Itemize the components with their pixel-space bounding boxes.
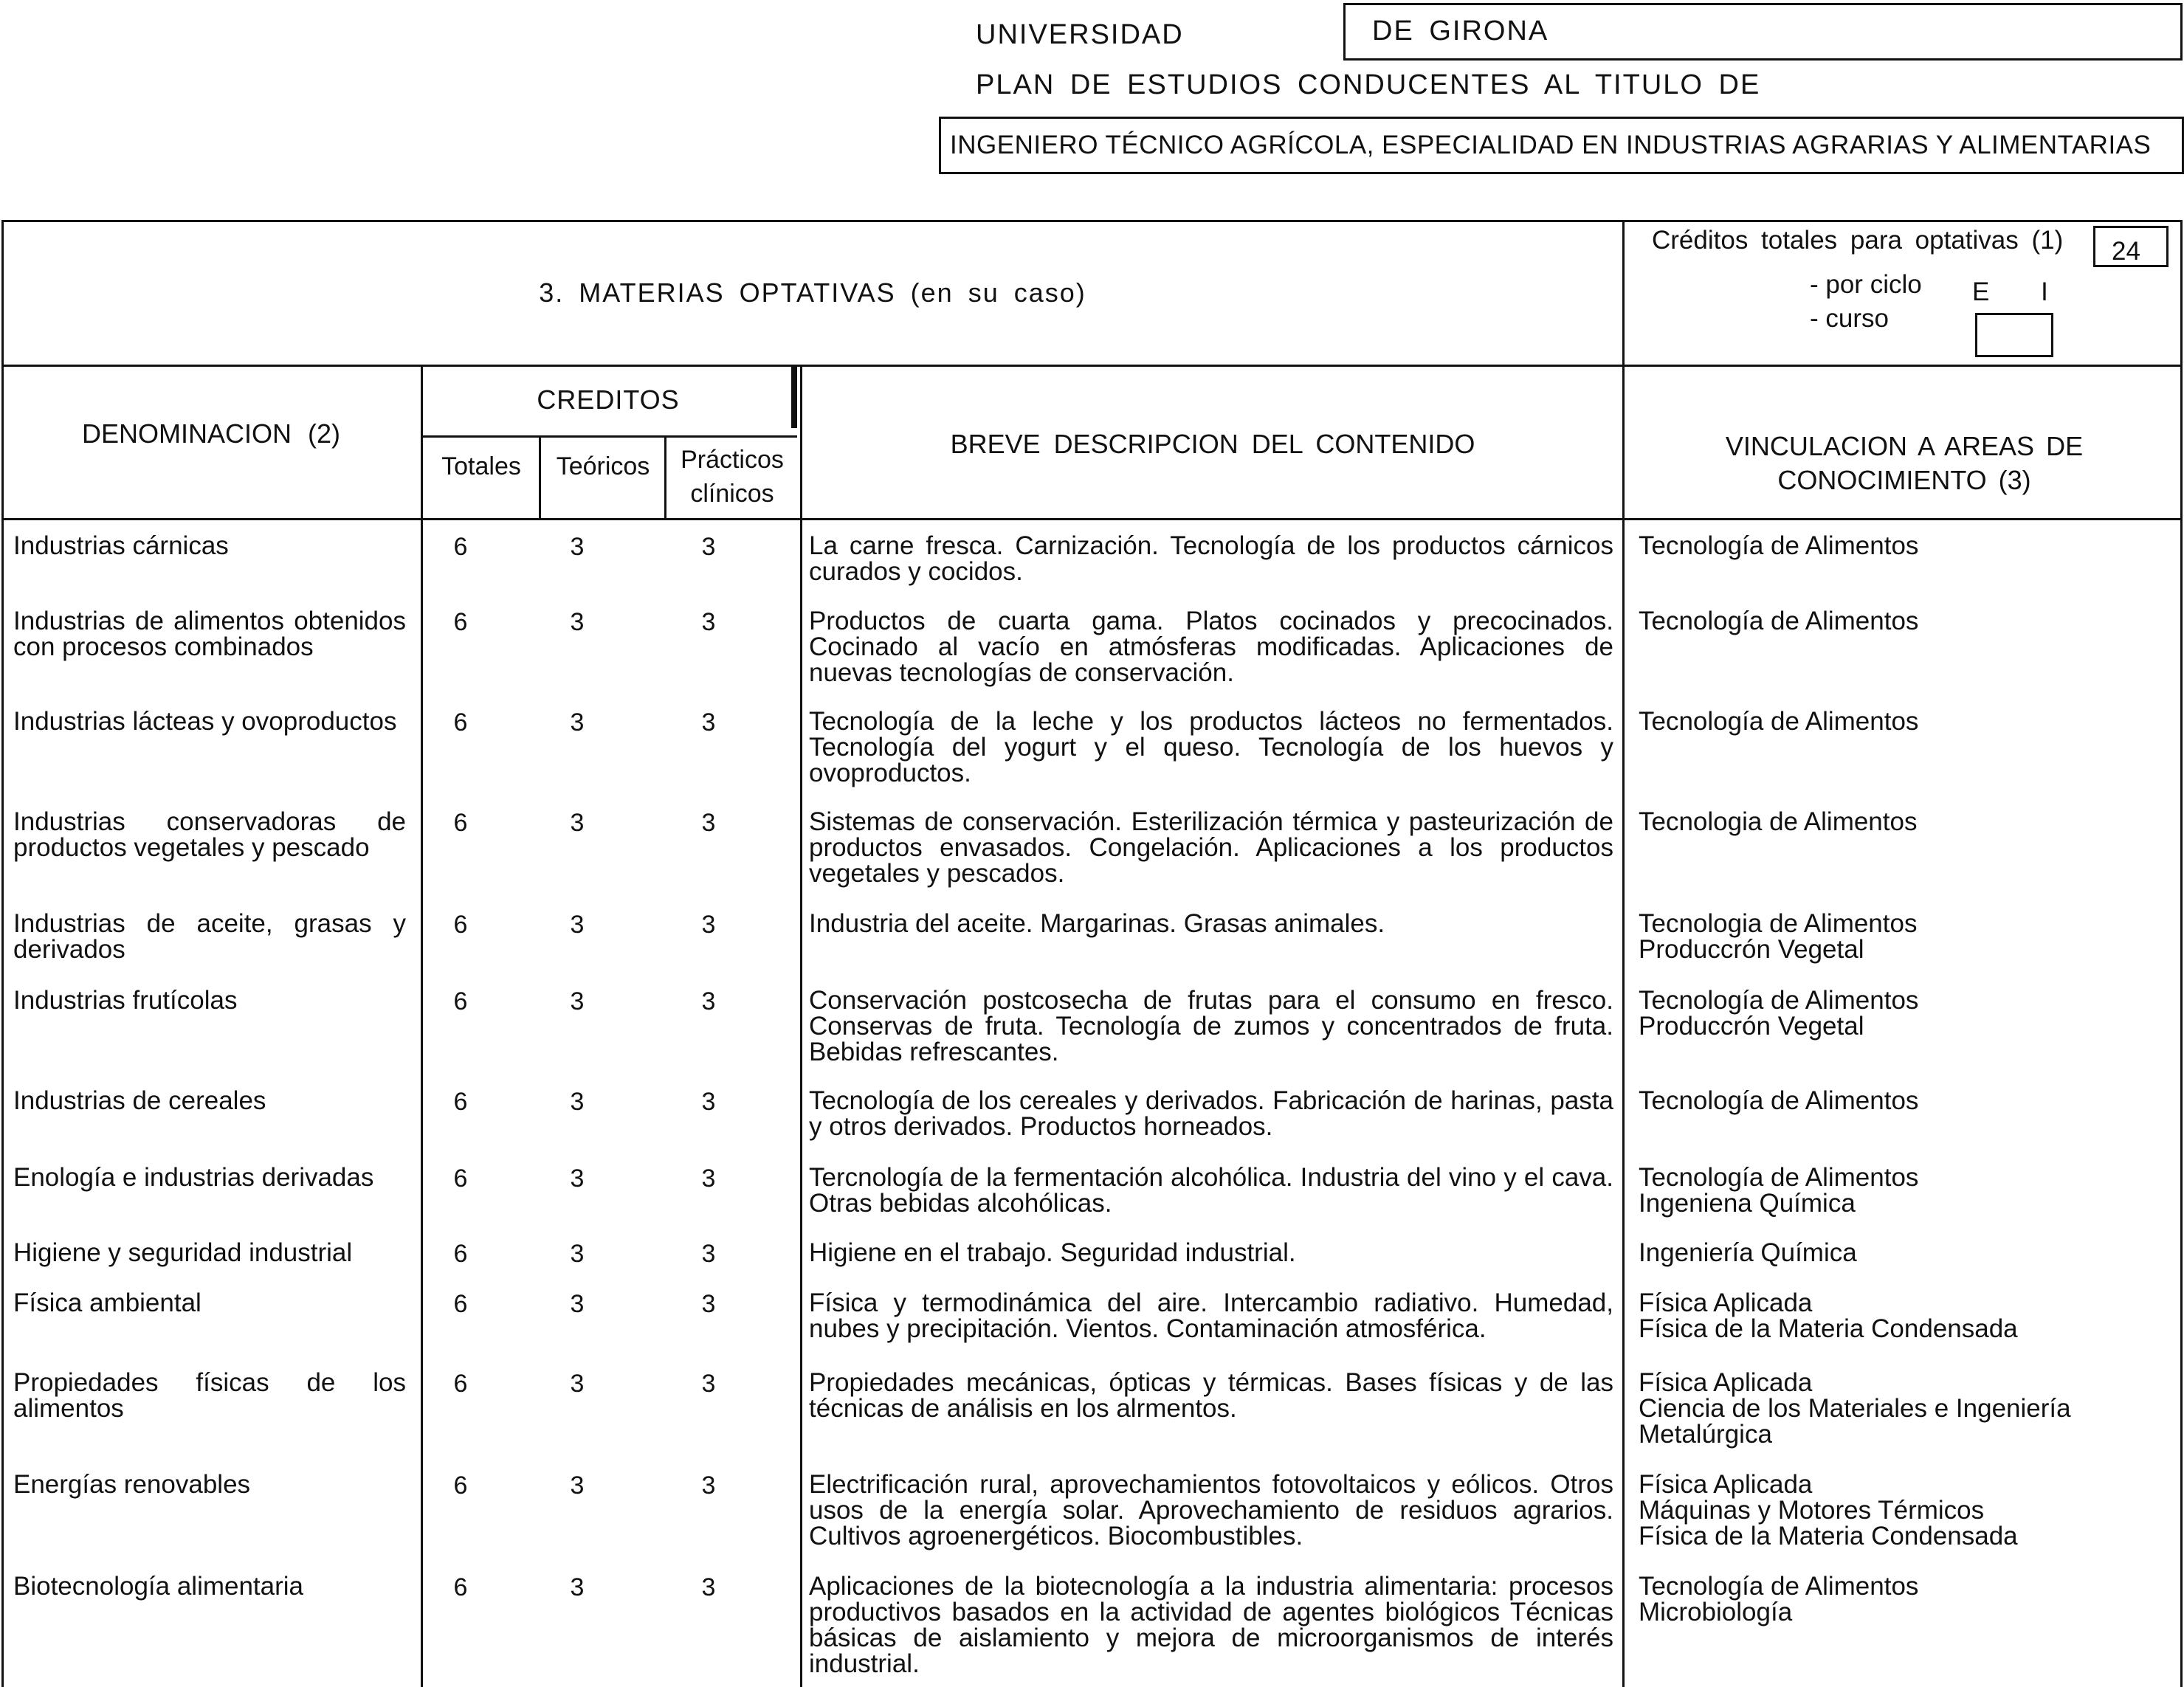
row-totales: 6 [453, 533, 468, 561]
row-practicos: 3 [701, 1573, 716, 1601]
titulo-box [939, 117, 2184, 174]
row-teoricos: 3 [570, 1573, 585, 1601]
row-descripcion: La carne fresca. Carnización. Tecnología de los productos cárnicos curados y cocidos. [809, 531, 1613, 586]
curso-box [1975, 313, 2053, 357]
row-denominacion: Industrias lácteas y ovoproductos [13, 707, 397, 736]
plan-label: PLAN DE ESTUDIOS CONDUCENTES AL TITULO DE [976, 69, 1761, 100]
row-teoricos: 3 [570, 1290, 585, 1318]
col-practicos: Prácticos clínicos [681, 446, 784, 508]
table-left-border [1, 220, 4, 1687]
vinculacion-column-border [1622, 220, 1625, 1687]
por-ciclo-value: E I [1972, 277, 2048, 306]
row-vinculacion: Ingeniería Química [1639, 1238, 1857, 1267]
totales-column-border [539, 435, 541, 518]
row-totales: 6 [453, 987, 468, 1015]
row-practicos: 3 [701, 911, 716, 939]
creditos-totales-label: Créditos totales para optativas (1) [1652, 226, 2064, 255]
row-vinculacion: Física Aplicada Física de la Materia Condensada [1639, 1288, 2018, 1343]
row-denominacion: Energías renovables [13, 1470, 251, 1499]
row-descripcion: Sistemas de conservación. Esterilización térmica y pasteurización de productos envasados. Congelación. Aplicaciones a los productos vegetales y pescados. [809, 807, 1613, 888]
row-totales: 6 [453, 1370, 468, 1398]
row-descripcion: Electrificación rural, aprovechamientos fotovoltaicos y eólicos. Otros usos de la energía solar. Aprovechamiento de residuos agrarios. Cultivos agroenergéticos. Biocombustibles. [809, 1470, 1613, 1550]
header-bottom-border [1, 518, 2183, 520]
row-vinculacion: Física Aplicada Ciencia de los Materiales e Ingeniería Metalúrgica [1639, 1368, 2071, 1449]
row-teoricos: 3 [570, 1472, 585, 1500]
row-practicos: 3 [701, 1088, 716, 1116]
row-denominacion: Industrias de alimentos obtenidos con procesos combinados [13, 607, 406, 661]
row-practicos: 3 [701, 1165, 716, 1193]
row-teoricos: 3 [570, 1370, 585, 1398]
table-right-border [2180, 220, 2183, 1687]
section-title: 3. MATERIAS OPTATIVAS (en su caso) [539, 277, 1086, 308]
row-denominacion: Biotecnología alimentaria [13, 1572, 304, 1601]
row-teoricos: 3 [570, 1088, 585, 1116]
row-teoricos: 3 [570, 533, 585, 561]
por-ciclo-label: - por ciclo [1810, 270, 1922, 299]
universidad-label: UNIVERSIDAD [976, 19, 1184, 50]
row-totales: 6 [453, 1088, 468, 1116]
row-totales: 6 [453, 1290, 468, 1318]
table-top-border [1, 220, 2183, 222]
row-vinculacion: Tecnología de Alimentos Ingeniena Química [1639, 1163, 1919, 1218]
row-descripcion: Tecnología de la leche y los productos lácteos no fermentados. Tecnología del yogurt y el queso. Tecnología de los huevos y ovoproductos. [809, 707, 1613, 787]
row-teoricos: 3 [570, 608, 585, 636]
row-totales: 6 [453, 1573, 468, 1601]
row-totales: 6 [453, 1165, 468, 1193]
row-denominacion: Física ambiental [13, 1288, 201, 1317]
col-totales: Totales [441, 452, 521, 480]
row-teoricos: 3 [570, 987, 585, 1015]
row-totales: 6 [453, 1240, 468, 1268]
row-descripcion: Tecnología de los cereales y derivados. Fabricación de harinas, pasta y otros derivados. Productos horneados. [809, 1086, 1613, 1141]
row-vinculacion: Tecnologia de Alimentos [1639, 807, 1918, 836]
row-vinculacion: Tecnología de Alimentos [1639, 707, 1919, 736]
row-practicos: 3 [701, 608, 716, 636]
row-denominacion: Industrias conservadoras de productos vegetales y pescado [13, 807, 406, 862]
row-denominacion: Industrias cárnicas [13, 531, 229, 560]
row-vinculacion: Tecnología de Alimentos Produccrón Vegetal [1639, 986, 1919, 1041]
row-totales: 6 [453, 911, 468, 939]
col-teoricos: Teóricos [556, 452, 650, 480]
row-totales: 6 [453, 708, 468, 736]
row-denominacion: Industrias frutícolas [13, 986, 238, 1015]
row-practicos: 3 [701, 809, 716, 837]
section-bottom-border [1, 365, 2183, 367]
col-vinculacion: VINCULACION A AREAS DE CONOCIMIENTO (3) [1725, 431, 2084, 495]
row-denominacion: Propiedades físicas de los alimentos [13, 1368, 406, 1423]
creditos-totales-value: 24 [2112, 237, 2140, 266]
row-vinculacion: Física Aplicada Máquinas y Motores Térmicos Física de la Materia Condensada [1639, 1470, 2018, 1550]
row-teoricos: 3 [570, 809, 585, 837]
row-denominacion: Industrias de cereales [13, 1086, 266, 1115]
titulo-value: INGENIERO TÉCNICO AGRÍCOLA, ESPECIALIDAD EN INDUSTRIAS AGRARIAS Y ALIMENTARIAS [950, 131, 2152, 159]
row-descripcion: Productos de cuarta gama. Platos cocinados y precocinados. Cocinado al vacío en atmósferas modificadas. Aplicaciones de nuevas tecnologías de conservación. [809, 607, 1613, 687]
row-practicos: 3 [701, 1370, 716, 1398]
row-descripcion: Conservación postcosecha de frutas para el consumo en fresco. Conservas de fruta. Tecnología de zumos y concentrados de fruta. Bebidas refrescantes. [809, 986, 1613, 1066]
row-denominacion: Higiene y seguridad industrial [13, 1238, 353, 1267]
row-vinculacion: Tecnologia de Alimentos Produccrón Vegetal [1639, 909, 1918, 964]
curso-label: - curso [1810, 304, 1889, 333]
row-practicos: 3 [701, 1290, 716, 1318]
col-denominacion: DENOMINACION (2) [81, 418, 340, 449]
row-practicos: 3 [701, 533, 716, 561]
row-vinculacion: Tecnología de Alimentos [1639, 531, 1919, 560]
row-teoricos: 3 [570, 708, 585, 736]
creditos-subheader-line [421, 435, 797, 438]
row-totales: 6 [453, 608, 468, 636]
row-totales: 6 [453, 809, 468, 837]
denominacion-column-border [421, 365, 423, 1687]
row-denominacion: Industrias de aceite, grasas y derivados [13, 909, 406, 964]
row-vinculacion: Tecnología de Alimentos [1639, 1086, 1919, 1115]
row-descripcion: Tercnología de la fermentación alcohólica. Industria del vino y el cava. Otras bebidas alcohólicas. [809, 1163, 1613, 1218]
row-teoricos: 3 [570, 911, 585, 939]
creditos-totales-box [2093, 226, 2169, 267]
row-descripcion: Aplicaciones de la biotecnología a la industria alimentaria: procesos productivos basados en la actividad de agentes biológicos Técnicas básicas de aislamiento y mejora de microorganismos de interés industrial. [809, 1572, 1613, 1678]
col-creditos: CREDITOS [537, 384, 680, 415]
row-practicos: 3 [701, 1240, 716, 1268]
row-vinculacion: Tecnología de Alimentos Microbiología [1639, 1572, 1919, 1626]
row-practicos: 3 [701, 1472, 716, 1500]
row-totales: 6 [453, 1472, 468, 1500]
universidad-value: DE GIRONA [1372, 15, 1549, 46]
row-practicos: 3 [701, 987, 716, 1015]
teoricos-column-border [664, 435, 666, 518]
universidad-box [1343, 3, 2183, 61]
row-teoricos: 3 [570, 1165, 585, 1193]
col-descripcion: BREVE DESCRIPCION DEL CONTENIDO [950, 429, 1475, 459]
row-descripcion: Física y termodinámica del aire. Intercambio radiativo. Humedad, nubes y precipitación. Vientos. Contaminación atmosférica. [809, 1288, 1613, 1343]
row-practicos: 3 [701, 708, 716, 736]
row-vinculacion: Tecnología de Alimentos [1639, 607, 1919, 635]
row-descripcion: Propiedades mecánicas, ópticas y térmicas. Bases físicas y de las técnicas de análisis en los alrmentos. [809, 1368, 1613, 1423]
row-descripcion: Higiene en el trabajo. Seguridad industrial. [809, 1238, 1296, 1267]
row-descripcion: Industria del aceite. Margarinas. Grasas animales. [809, 909, 1385, 938]
row-denominacion: Enología e industrias derivadas [13, 1163, 374, 1192]
descripcion-column-border [800, 365, 802, 1687]
row-teoricos: 3 [570, 1240, 585, 1268]
